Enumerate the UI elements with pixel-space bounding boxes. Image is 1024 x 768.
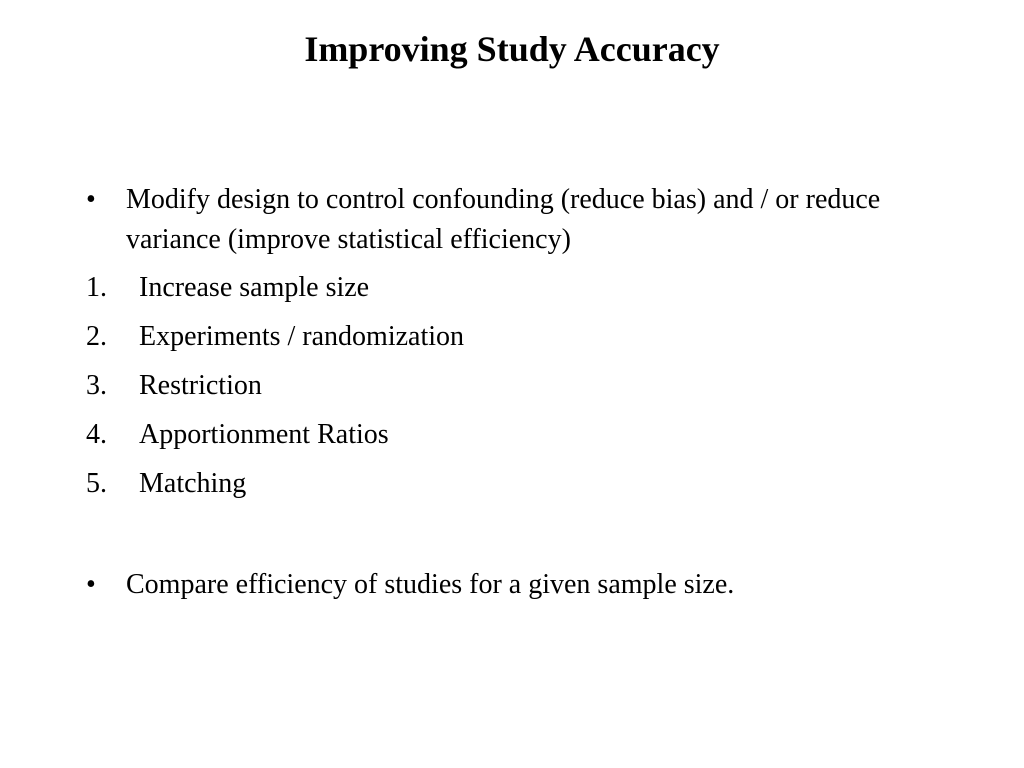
numbered-item [86,417,886,453]
number-marker: 4. [86,419,107,450]
numbered-item-text: Increase sample size [139,272,370,303]
numbered-item-text: Restriction [139,370,262,401]
number-marker: 2. [86,321,107,352]
number-marker: 1. [86,272,107,303]
bullet-text: Compare efficiency of studies for a given sample size. [126,569,735,600]
number-marker: 3. [86,370,107,401]
number-marker: 5. [86,468,107,499]
bullet-item [86,565,926,605]
bullet-item [86,180,926,260]
numbered-item-text: Apportionment Ratios [139,419,389,450]
numbered-item-text: Experiments / randomization [139,321,465,352]
bullet-marker: • [86,184,96,215]
numbered-item [86,319,886,355]
slide-title: Improving Study Accuracy [304,29,720,69]
numbered-item [86,270,886,306]
numbered-item [86,466,886,502]
bullet-marker: • [86,569,96,600]
numbered-item [86,368,886,404]
numbered-item-text: Matching [139,468,247,499]
bullet-text: Modify design to control confounding (reduce bias) and / or reduce variance (improve statistical efficiency) [126,184,881,255]
